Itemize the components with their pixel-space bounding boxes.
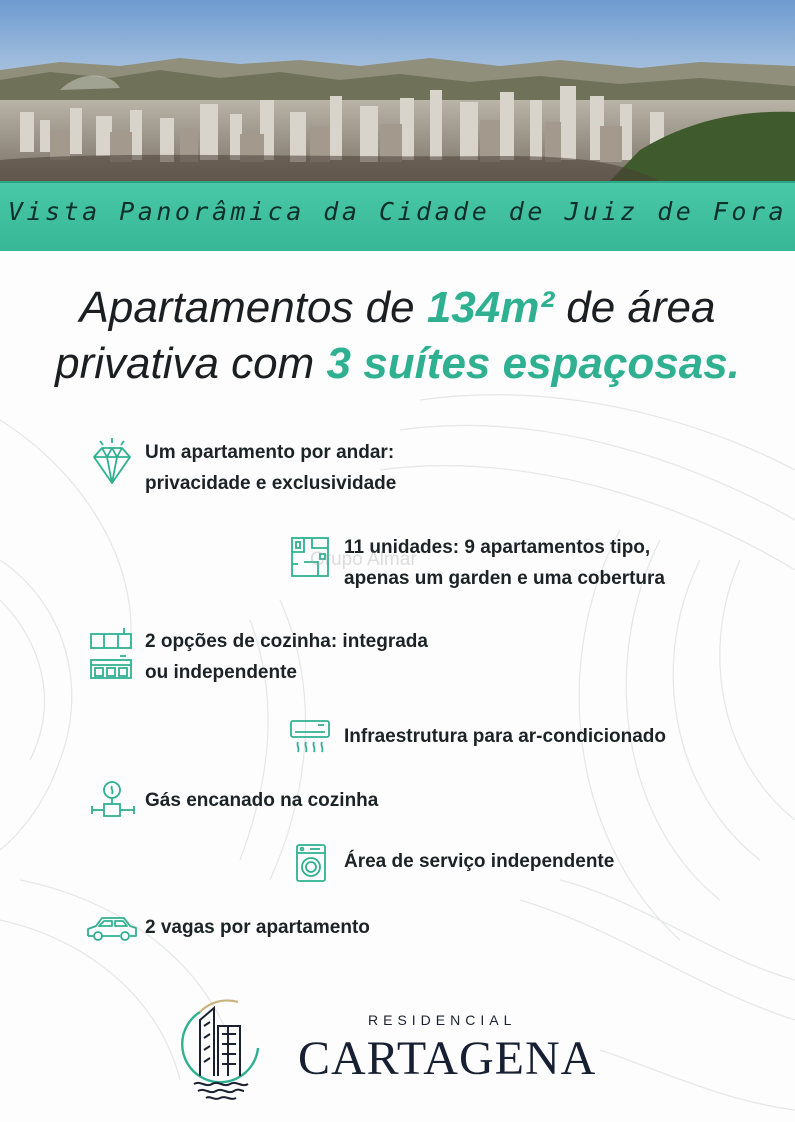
feature-text: 11 unidades: 9 apartamentos tipo, (344, 537, 651, 558)
kitchen-icon (90, 626, 134, 682)
headline-text: de área (554, 283, 716, 332)
feature-text: Um apartamento por andar: (145, 442, 395, 463)
headline-suites-highlight: 3 suítes espaçosas. (326, 339, 740, 388)
cartagena-logo-icon (178, 990, 268, 1105)
headline-text: Apartamentos de (79, 283, 427, 332)
feature-text: Gás encanado na cozinha (145, 790, 379, 811)
diamond-icon (90, 437, 134, 489)
headline-line-2 (0, 339, 795, 389)
brand-subtitle: RESIDENCIAL (368, 1012, 517, 1028)
city-panorama-image (0, 0, 795, 181)
feature-text: privacidade e exclusividade (145, 473, 397, 494)
car-icon (86, 912, 138, 944)
feature-text: Área de serviço independente (344, 851, 615, 872)
feature-text: ou independente (145, 662, 297, 683)
feature-text: Infraestrutura para ar-condicionado (344, 726, 667, 747)
feature-text: 2 opções de cozinha: integrada (145, 631, 428, 652)
brand-name: CARTAGENA (298, 1032, 597, 1085)
headline-text: privativa com (55, 339, 327, 388)
gas-pipe-icon (90, 780, 136, 820)
headline-area-highlight: 134m² (426, 283, 555, 332)
washing-machine-icon (296, 844, 328, 884)
air-conditioner-icon (290, 719, 332, 755)
banner-title: Vista Panorâmica da Cidade de Juiz de Fora (7, 197, 788, 226)
watermark-text: Grupo Almar (310, 549, 417, 570)
headline-line-1 (0, 283, 795, 333)
feature-text: 2 vagas por apartamento (145, 917, 370, 938)
feature-text: apenas um garden e uma cobertura (344, 568, 665, 589)
